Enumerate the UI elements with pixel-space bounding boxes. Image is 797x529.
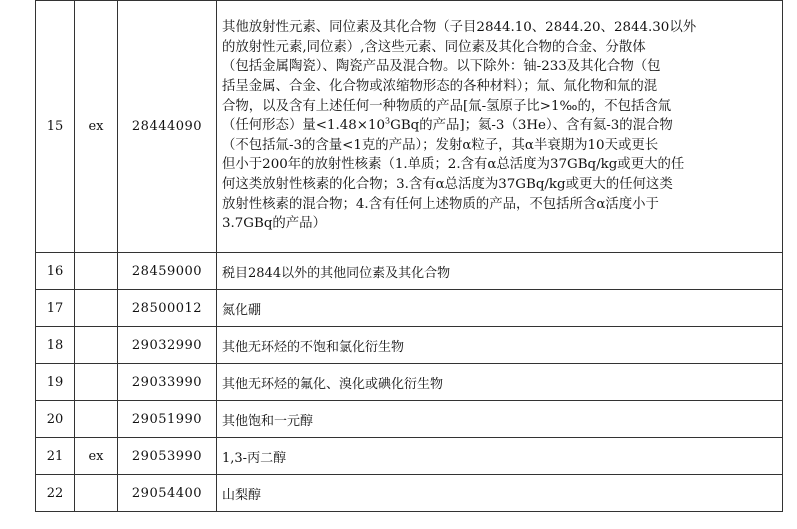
ex-mark: ex bbox=[75, 438, 118, 475]
description-line: 合物，以及含有上述任何一种物质的产品[氚-氢原子比>1‰的，不包括含氚 bbox=[222, 98, 672, 114]
item-description: 1,3-丙二醇 bbox=[217, 438, 783, 475]
table-row bbox=[36, 364, 783, 401]
description-line: 何这类放射性核素的化合物；3.含有α总活度为37GBq/kg或更大的任何这类 bbox=[222, 176, 673, 192]
tariff-code: 28500012 bbox=[118, 290, 217, 327]
ex-mark: ex bbox=[75, 1, 118, 253]
description-line: （包括金属陶瓷）、陶瓷产品及混合物。以下除外：铀-233及其化合物（包 bbox=[222, 59, 661, 75]
ex-mark bbox=[75, 475, 118, 512]
ex-mark bbox=[75, 327, 118, 364]
item-description: 其他无环烃的氟化、溴化或碘化衍生物 bbox=[217, 364, 783, 401]
table-row bbox=[36, 401, 783, 438]
item-description: 其他饱和一元醇 bbox=[217, 401, 783, 438]
row-number: 22 bbox=[36, 475, 75, 512]
row-number: 17 bbox=[36, 290, 75, 327]
tariff-code: 29051990 bbox=[118, 401, 217, 438]
table-row bbox=[36, 1, 783, 253]
ex-mark bbox=[75, 290, 118, 327]
row-number: 18 bbox=[36, 327, 75, 364]
table-row bbox=[36, 475, 783, 512]
item-description: 山梨醇 bbox=[217, 475, 783, 512]
tariff-table bbox=[35, 0, 783, 512]
tariff-code: 29032990 bbox=[118, 327, 217, 364]
row-number: 21 bbox=[36, 438, 75, 475]
description-line: 放射性核素的混合物；4.含有任何上述物质的产品，不包括所含α活度小于 bbox=[222, 196, 659, 212]
table-row bbox=[36, 253, 783, 290]
description-line: 3.7GBq的产品） bbox=[222, 216, 326, 232]
description-line: 括呈金属、合金、化合物或浓缩物形态的各种材料）；氚、氚化物和氚的混 bbox=[222, 79, 658, 95]
row-number: 16 bbox=[36, 253, 75, 290]
ex-mark bbox=[75, 364, 118, 401]
item-description bbox=[217, 1, 783, 253]
tariff-code: 29033990 bbox=[118, 364, 217, 401]
row-number: 19 bbox=[36, 364, 75, 401]
ex-mark bbox=[75, 253, 118, 290]
tariff-code: 29053990 bbox=[118, 438, 217, 475]
description-line: 但小于200年的放射性核素（1.单质；2.含有α总活度为37GBq/kg或更大的任 bbox=[222, 157, 685, 173]
item-description: 其他无环烃的不饱和氯化衍生物 bbox=[217, 327, 783, 364]
item-description: 氮化硼 bbox=[217, 290, 783, 327]
table-row bbox=[36, 438, 783, 475]
description-text: （任何形态）量<1.48×10 bbox=[222, 118, 386, 134]
description-line-with-superscript bbox=[222, 116, 776, 136]
table-row bbox=[36, 327, 783, 364]
item-description: 税目2844以外的其他同位素及其化合物 bbox=[217, 253, 783, 290]
description-line: 的放射性元素,同位素）,含这些元素、同位素及其化合物的合金、分散体 bbox=[222, 39, 646, 55]
tariff-code: 29054400 bbox=[118, 475, 217, 512]
ex-mark bbox=[75, 401, 118, 438]
row-number: 15 bbox=[36, 1, 75, 253]
tariff-code: 28444090 bbox=[118, 1, 217, 253]
description-line: （不包括氚-3的含量<1克的产品）；发射α粒子，其α半衰期为10天或更长 bbox=[222, 137, 659, 153]
row-number: 20 bbox=[36, 401, 75, 438]
description-text: GBq的产品]；氦-3（3He）、含有氦-3的混合物 bbox=[390, 118, 673, 134]
tariff-code: 28459000 bbox=[118, 253, 217, 290]
description-line: 其他放射性元素、同位素及其化合物（子目2844.10、2844.20、2844.30以外 bbox=[222, 20, 697, 36]
table-row bbox=[36, 290, 783, 327]
superscript: 3 bbox=[385, 116, 391, 126]
